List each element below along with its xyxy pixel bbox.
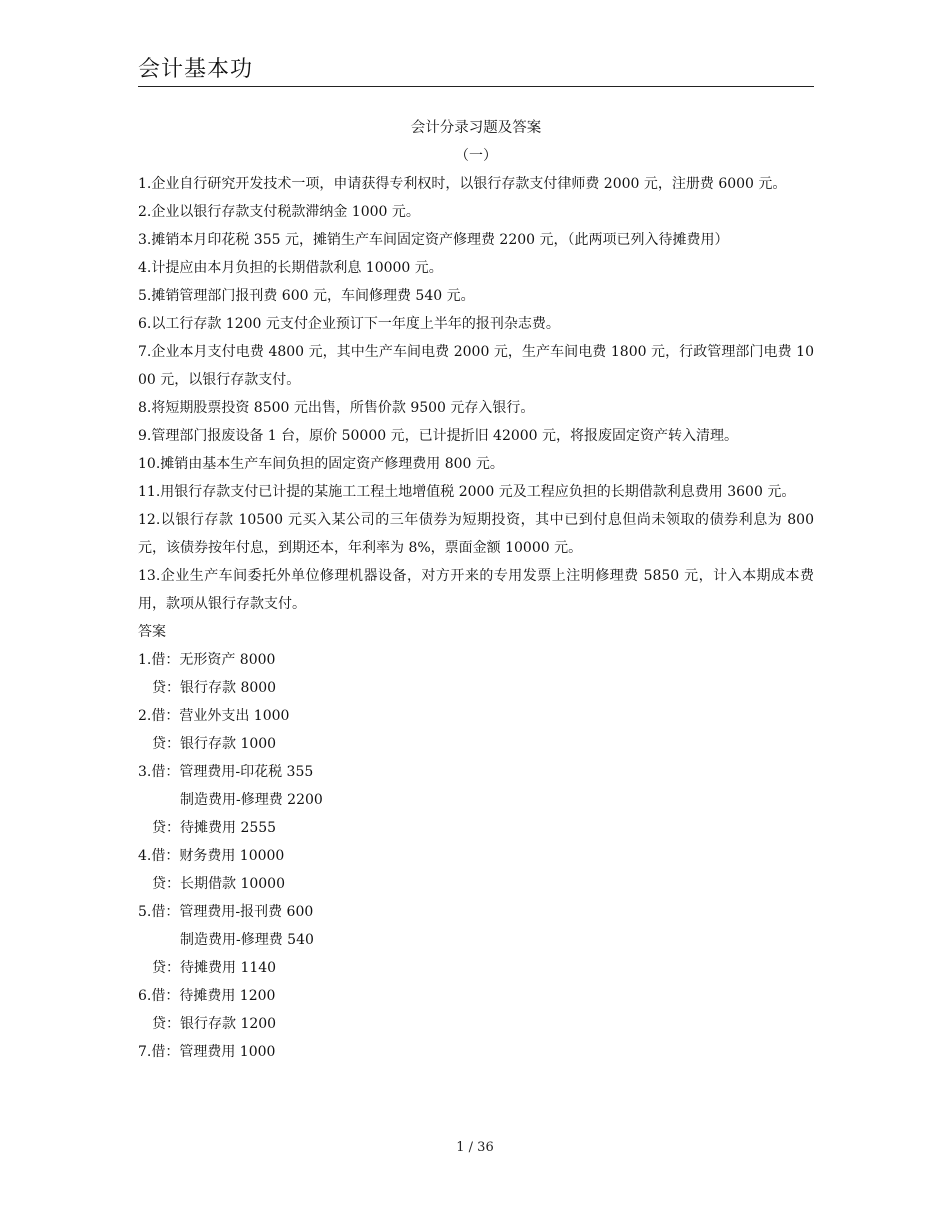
- answer-credit-line: 贷：银行存款 8000: [152, 680, 277, 696]
- document-title: 会计分录习题及答案: [410, 120, 542, 136]
- answer-debit-line: 4.借：财务费用 10000: [138, 848, 285, 864]
- document-subtitle: （一）: [455, 148, 497, 164]
- question-item: 13.企业生产车间委托外单位修理机器设备，对方开来的专用发票上注明修理费 5850 元，计入本期成本费用，款项从银行存款支付。: [138, 568, 814, 612]
- question-item: 2.企业以银行存款支付税款滞纳金 1000 元。: [138, 204, 420, 220]
- answer-list: [138, 646, 814, 1066]
- question-item: 4.计提应由本月负担的长期借款利息 10000 元。: [138, 260, 443, 276]
- answer-credit-line: 贷：长期借款 10000: [152, 876, 285, 892]
- question-item: 6.以工行存款 1200 元支付企业预订下一年度上半年的报刊杂志费。: [138, 316, 560, 332]
- question-item: 3.摊销本月印花税 355 元，摊销生产车间固定资产修理费 2200 元，（此两项已列入待摊费用）: [138, 232, 729, 248]
- header-title: 会计基本功: [138, 57, 254, 82]
- answers-heading: 答案: [138, 624, 166, 640]
- question-item: 11.用银行存款支付已计提的某施工工程土地增值税 2000 元及工程应负担的长期借款利息费用 3600 元。: [138, 484, 796, 500]
- document-body: [138, 114, 814, 1066]
- answer-debit-subline: 制造费用-修理费 540: [180, 932, 314, 948]
- answer-credit-line: 贷：银行存款 1200: [152, 1016, 277, 1032]
- answer-debit-subline: 制造费用-修理费 2200: [180, 792, 323, 808]
- question-item: 10.摊销由基本生产车间负担的固定资产修理费用 800 元。: [138, 456, 504, 472]
- answer-debit-line: 6.借：待摊费用 1200: [138, 988, 276, 1004]
- answer-credit-line: 贷：银行存款 1000: [152, 736, 277, 752]
- answer-debit-line: 2.借：营业外支出 1000: [138, 708, 290, 724]
- question-list: [138, 170, 814, 618]
- answer-debit-line: 1.借：无形资产 8000: [138, 652, 276, 668]
- page-indicator: 1 / 36: [456, 1140, 494, 1155]
- page-header: [138, 50, 814, 87]
- question-item: 9.管理部门报废设备 1 台，原价 50000 元，已计提折旧 42000 元，将报废固定资产转入清理。: [138, 428, 739, 444]
- question-item: 8.将短期股票投资 8500 元出售，所售价款 9500 元存入银行。: [138, 400, 535, 416]
- answer-debit-line: 5.借：管理费用-报刊费 600: [138, 904, 314, 920]
- question-item: 1.企业自行研究开发技术一项，申请获得专利权时，以银行存款支付律师费 2000 元，注册费 6000 元。: [138, 176, 787, 192]
- answer-debit-line: 3.借：管理费用-印花税 355: [138, 764, 314, 780]
- answer-credit-line: 贷：待摊费用 2555: [152, 820, 277, 836]
- question-item: 5.摊销管理部门报刊费 600 元，车间修理费 540 元。: [138, 288, 475, 304]
- question-item: 7.企业本月支付电费 4800 元，其中生产车间电费 2000 元，生产车间电费 1800 元，行政管理部门电费 1000 元，以银行存款支付。: [138, 344, 814, 388]
- answer-credit-line: 贷：待摊费用 1140: [152, 960, 277, 976]
- answer-debit-line: 7.借：管理费用 1000: [138, 1044, 276, 1060]
- question-item: 12.以银行存款 10500 元买入某公司的三年债券为短期投资，其中已到付息但尚未领取的债券利息为 800 元，该债券按年付息，到期还本，年利率为 8%，票面金额 10000 元。: [138, 512, 814, 556]
